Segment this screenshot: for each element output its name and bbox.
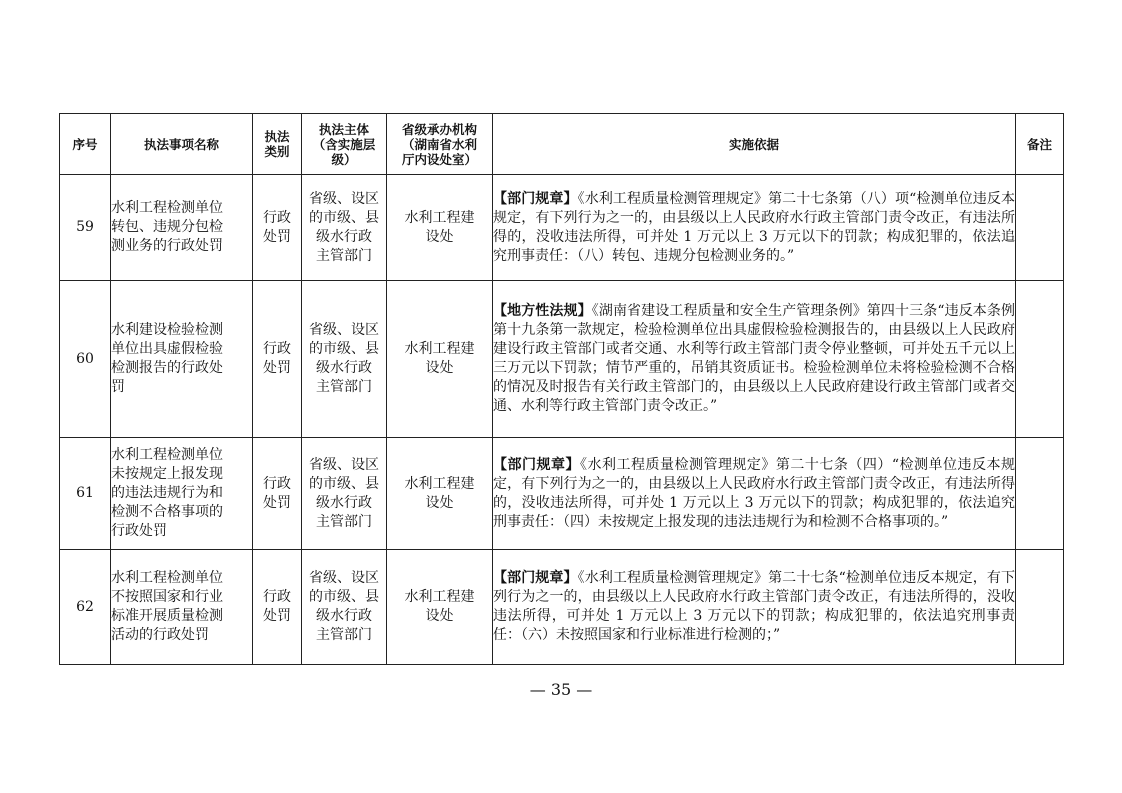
row-num: 60 <box>60 281 111 438</box>
row-item-name: 水利工程检测单位 未按规定上报发现 的违法违规行为和 检测不合格事项的 行政处罚 <box>111 438 253 550</box>
header-org: 省级承办机构 （湖南省水利 厅内设处室） <box>387 114 493 175</box>
basis-text: 《水利工程质量检测管理规定》第二十七条“检测单位违反本规定，有下列行为之一的，由县级以上人民政府水行政主管部门责令改正，有违法所得的，没收违法所得，可并处 1 万元以上 3 万元以下的罚款；构成犯罪的，依法追究刑事责任：（六）未按照国家和行业标准进行检测的；” <box>493 570 1016 643</box>
row-basis <box>493 281 1016 438</box>
row-item-name: 水利工程检测单位 转包、违规分包检 测业务的行政处罚 <box>111 175 253 281</box>
basis-tag: 【部门规章】 <box>493 190 578 207</box>
table-row <box>60 175 1064 281</box>
header-note: 备注 <box>1016 114 1064 175</box>
row-note <box>1016 281 1064 438</box>
header-num: 序号 <box>60 114 111 175</box>
basis-tag: 【部门规章】 <box>493 456 580 473</box>
row-item-name: 水利工程检测单位 不按照国家和行业 标准开展质量检测 活动的行政处罚 <box>111 550 253 665</box>
row-note <box>1016 175 1064 281</box>
basis-tag: 【地方性法规】 <box>493 303 592 319</box>
row-subject: 省级、设区 的市级、县 级水行政 主管部门 <box>302 281 387 438</box>
row-basis <box>493 175 1016 281</box>
header-name: 执法事项名称 <box>111 114 253 175</box>
row-subject: 省级、设区 的市级、县 级水行政 主管部门 <box>302 438 387 550</box>
enforcement-table <box>59 113 1064 665</box>
row-org: 水利工程建 设处 <box>387 281 493 438</box>
page-number: — 35 — <box>529 680 593 699</box>
header-subject: 执法主体 （含实施层 级） <box>302 114 387 175</box>
row-num: 61 <box>60 438 111 550</box>
row-category: 行政 处罚 <box>253 550 302 665</box>
table-row <box>60 281 1064 438</box>
basis-text: 《水利工程质量检测管理规定》第二十七条第（八）项“检测单位违反本规定，有下列行为之一的，由县级以上人民政府水行政主管部门责令改正，有违法所得的，没收违法所得，可并处 1 万元以上 3 万元以下的罚款；构成犯罪的，依法追究刑事责任：（八）转包、违规分包检测业务的。” <box>493 190 1016 264</box>
row-num: 59 <box>60 175 111 281</box>
row-note <box>1016 438 1064 550</box>
basis-text: 《湖南省建设工程质量和安全生产管理条例》第四十三条“违反本条例第十九条第一款规定，检验检测单位出具虚假检验检测报告的，由县级以上人民政府建设行政主管部门或者交通、水利等行政主管部门责令停业整顿，可并处五千元以上三万元以下罚款；情节严重的，吊销其资质证书。检验检测单位未将检验检测不合格的情况及时报告有关行政主管部门的，由县级以上人民政府建设行政主管部门或者交通、水利等行政主管部门责令改正。” <box>493 303 1016 414</box>
table-row <box>60 438 1064 550</box>
header-category: 执法 类别 <box>253 114 302 175</box>
row-category: 行政 处罚 <box>253 175 302 281</box>
row-subject: 省级、设区 的市级、县 级水行政 主管部门 <box>302 175 387 281</box>
basis-text: 《水利工程质量检测管理规定》第二十七条（四）“检测单位违反本规定，有下列行为之一的，由县级以上人民政府水行政主管部门责令改正，有违法所得的，没收违法所得，可并处 1 万元以上 3 万元以下的罚款；构成犯罪的，依法追究刑事责任：（四）未按规定上报发现的违法违规行为和检测不合格事项的。” <box>493 456 1016 530</box>
row-category: 行政 处罚 <box>253 438 302 550</box>
row-item-name: 水利建设检验检测 单位出具虚假检验 检测报告的行政处 罚 <box>111 281 253 438</box>
row-category: 行政 处罚 <box>253 281 302 438</box>
row-basis <box>493 550 1016 665</box>
header-basis: 实施依据 <box>493 114 1016 175</box>
basis-tag: 【部门规章】 <box>493 570 578 586</box>
table-row <box>60 550 1064 665</box>
row-basis <box>493 438 1016 550</box>
row-num: 62 <box>60 550 111 665</box>
row-note <box>1016 550 1064 665</box>
row-org: 水利工程建 设处 <box>387 550 493 665</box>
header-row <box>60 114 1064 175</box>
row-subject: 省级、设区 的市级、县 级水行政 主管部门 <box>302 550 387 665</box>
row-org: 水利工程建 设处 <box>387 175 493 281</box>
row-org: 水利工程建 设处 <box>387 438 493 550</box>
